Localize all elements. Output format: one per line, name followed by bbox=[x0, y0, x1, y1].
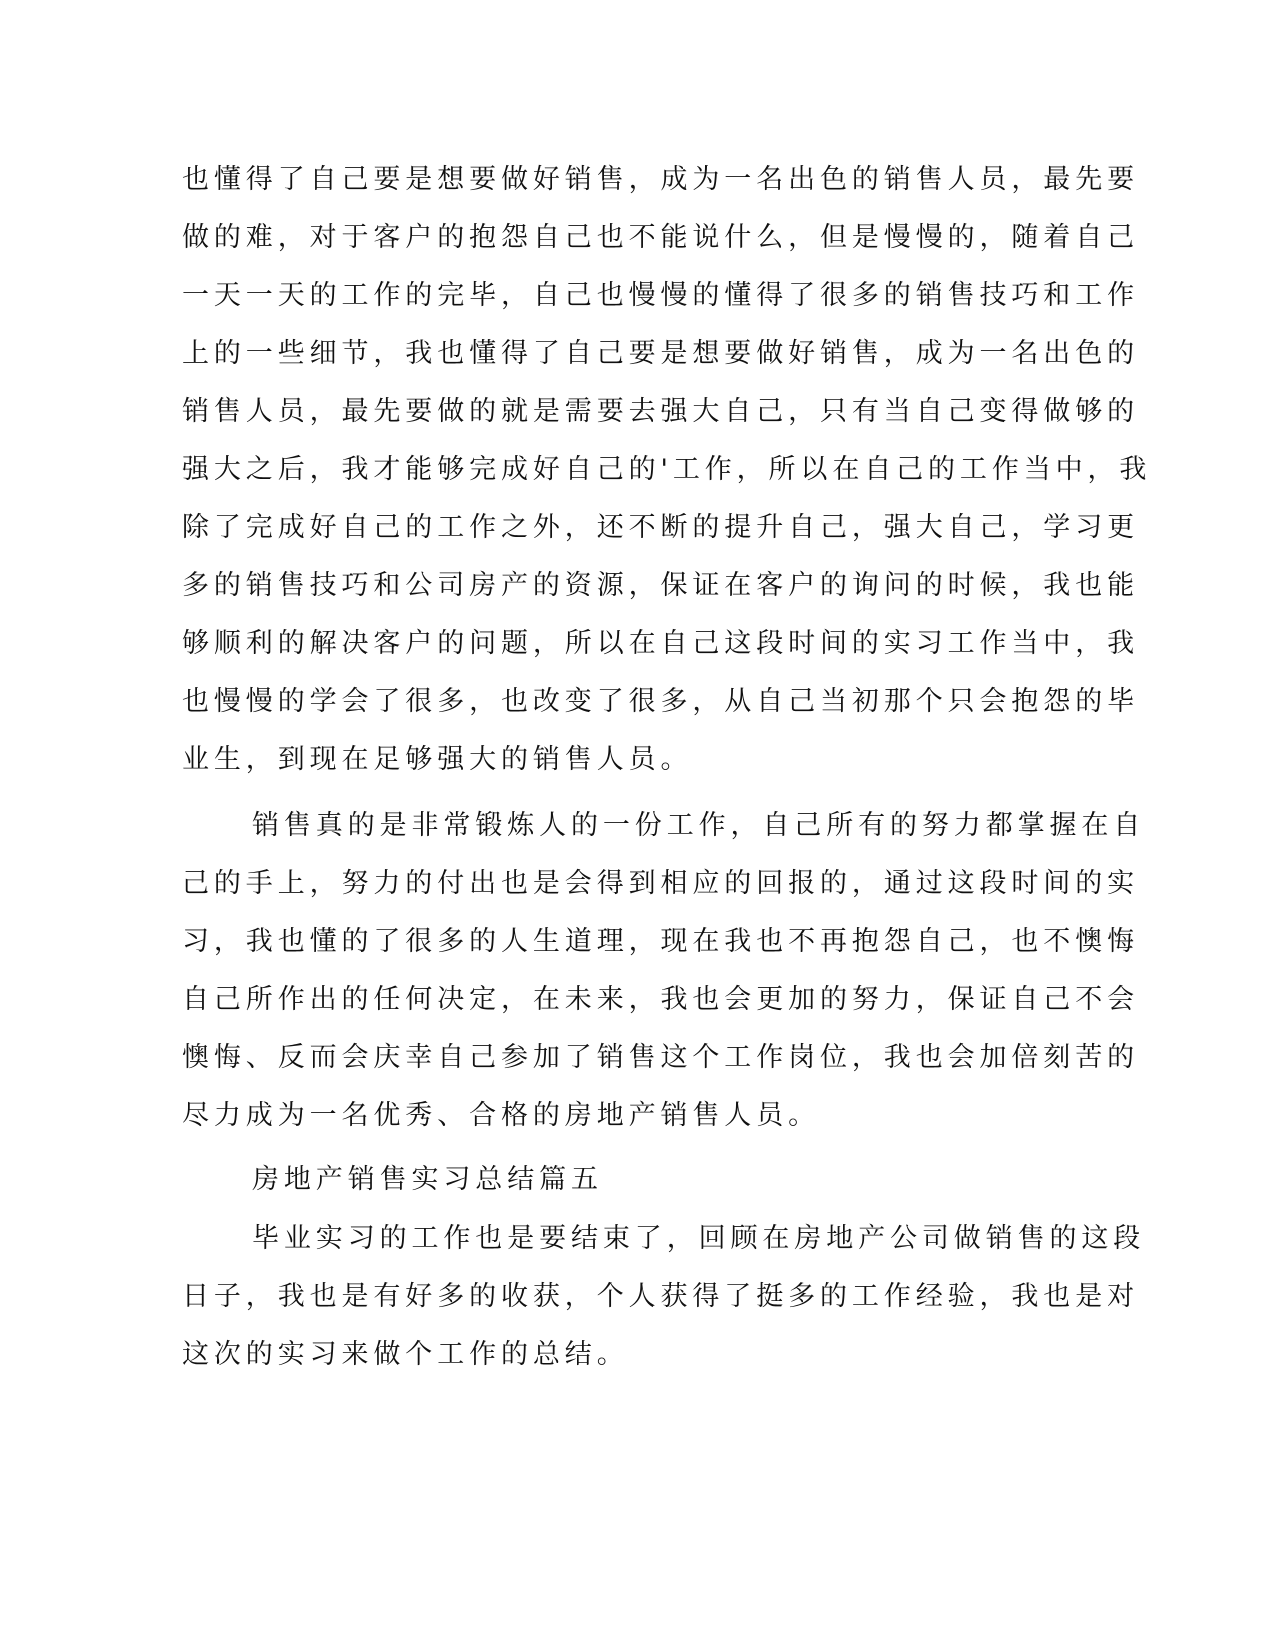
text-line: 这次的实习来做个工作的总结。 bbox=[182, 1339, 629, 1370]
paragraph-start-line: 销售真的是非常锻炼人的一份工作，自己所有的努力都掌握在自 bbox=[252, 810, 1146, 841]
text-line: 懊悔、反而会庆幸自己参加了销售这个工作岗位，我也会加倍刻苦的 bbox=[182, 1042, 1139, 1073]
text-line: 自己所作出的任何决定，在未来，我也会更加的努力，保证自己不会 bbox=[182, 984, 1139, 1015]
text-line: 习，我也懂的了很多的人生道理，现在我也不再抱怨自己，也不懊悔 bbox=[182, 926, 1139, 957]
text-line: 够顺利的解决客户的问题，所以在自己这段时间的实习工作当中，我 bbox=[182, 628, 1139, 659]
text-line: 做的难，对于客户的抱怨自己也不能说什么，但是慢慢的，随着自己 bbox=[182, 222, 1139, 253]
text-line: 强大之后，我才能够完成好自己的'工作，所以在自己的工作当中，我 bbox=[182, 454, 1152, 485]
text-line: 己的手上，努力的付出也是会得到相应的回报的，通过这段时间的实 bbox=[182, 868, 1139, 899]
text-line: 多的销售技巧和公司房产的资源，保证在客户的询问的时候，我也能 bbox=[182, 570, 1139, 601]
text-line: 一天一天的工作的完毕，自己也慢慢的懂得了很多的销售技巧和工作 bbox=[182, 280, 1139, 311]
text-line: 上的一些细节，我也懂得了自己要是想要做好销售，成为一名出色的 bbox=[182, 338, 1139, 369]
text-line: 业生，到现在足够强大的销售人员。 bbox=[182, 744, 693, 775]
text-line: 也慢慢的学会了很多，也改变了很多，从自己当初那个只会抱怨的毕 bbox=[182, 686, 1139, 717]
text-line: 销售人员，最先要做的就是需要去强大自己，只有当自己变得做够的 bbox=[182, 396, 1139, 427]
section-heading: 房地产销售实习总结篇五 bbox=[252, 1164, 603, 1195]
paragraph-start-line: 毕业实习的工作也是要结束了，回顾在房地产公司做销售的这段 bbox=[252, 1223, 1146, 1254]
text-line: 也懂得了自己要是想要做好销售，成为一名出色的销售人员，最先要 bbox=[182, 164, 1139, 195]
text-line: 日子，我也是有好多的收获，个人获得了挺多的工作经验，我也是对 bbox=[182, 1281, 1139, 1312]
text-line: 除了完成好自己的工作之外，还不断的提升自己，强大自己，学习更 bbox=[182, 512, 1139, 543]
text-line: 尽力成为一名优秀、合格的房地产销售人员。 bbox=[182, 1100, 820, 1131]
